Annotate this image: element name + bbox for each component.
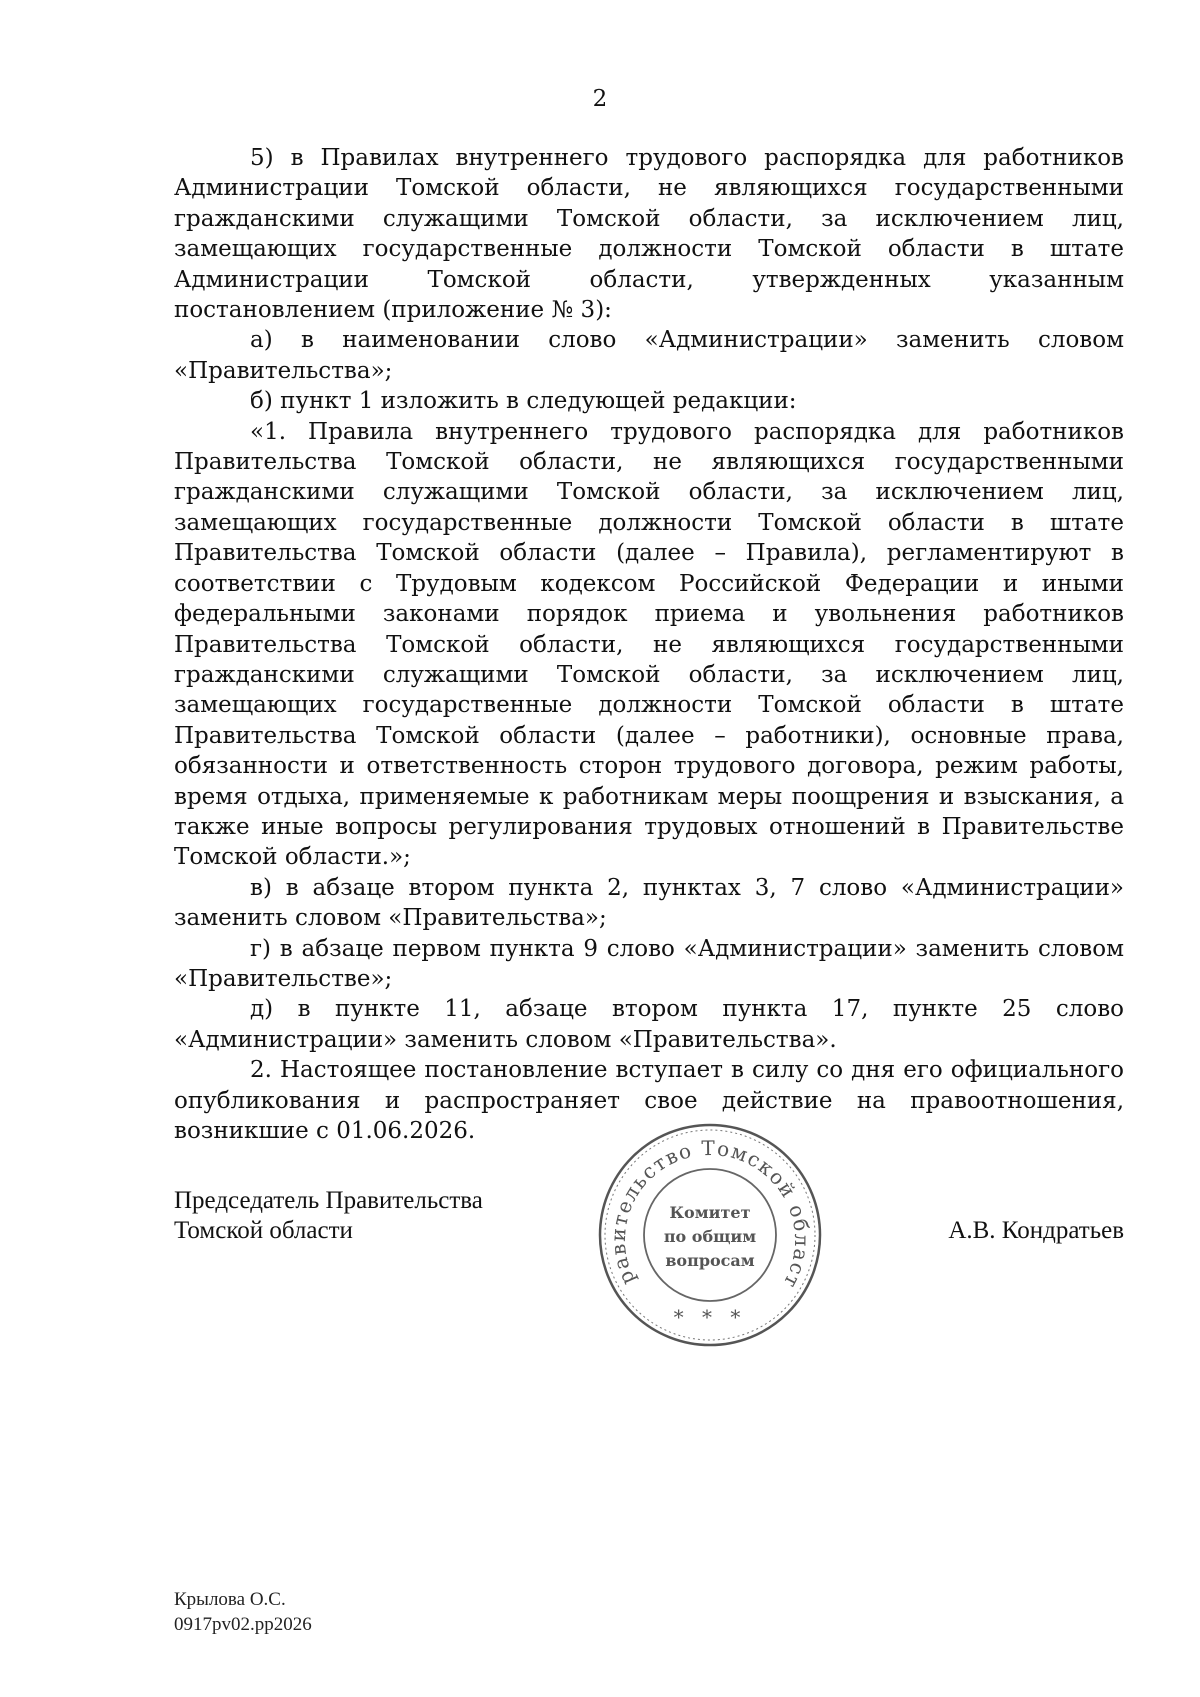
signer-name: А.В. Кондратьев — [948, 1217, 1124, 1244]
paragraph-item-5: 5) в Правилах внутреннего трудового распорядка для работников Администрации Томской области, не являющихся государственными гражданскими служащими Томской области, за исключением лиц, замещающих государственные должности Томской области в штате Администрации Томской области, утвержденных указанным постановлением (приложение № 3): — [174, 145, 1124, 324]
footer-doc-code: 0917pv02.pp2026 — [174, 1614, 312, 1635]
seal-graphic — [595, 1120, 825, 1350]
paragraph-subitem-d: д) в пункте 11, абзаце втором пункта 17, пункте 25 слово «Администрации» заменить словом «Правительства». — [174, 996, 1124, 1053]
signer-title-line-1: Председатель Правительства — [174, 1187, 483, 1214]
official-seal-stamp — [595, 1120, 825, 1350]
signer-title — [174, 1186, 483, 1246]
seal-stars: * * * — [673, 1305, 747, 1329]
seal-inner-line-2: по общим — [663, 1227, 757, 1246]
paragraph-subitem-g: г) в абзаце первом пункта 9 слово «Администрации» заменить словом «Правительстве»; — [174, 935, 1124, 992]
document-body — [174, 143, 1124, 1146]
paragraph-subitem-b: б) пункт 1 изложить в следующей редакции: — [250, 388, 797, 415]
seal-outer-text: равительство Томской област — [605, 1135, 815, 1294]
paragraph-subitem-a: а) в наименовании слово «Администрации» заменить словом «Правительства»; — [174, 327, 1124, 384]
document-footer — [174, 1587, 312, 1637]
seal-inner-line-1: Комитет — [669, 1203, 751, 1222]
paragraph-subitem-v: в) в абзаце втором пункта 2, пунктах 3, 7 слово «Администрации» заменить словом «Правительства»; — [174, 874, 1124, 932]
signer-title-line-2: Томской области — [174, 1217, 353, 1244]
footer-author: Крылова О.С. — [174, 1589, 286, 1610]
paragraph-quoted-rule-1: «1. Правила внутреннего трудового распорядка для работников Правительства Томской области, не являющихся государственными гражданскими служащими Томской области, за исключением лиц, замещающих государственные должности Томской области в штате Правительства Томской области (далее – Правила), регламентируют в соответствии с Трудовым кодексом Российской Федерации и иными федеральными законами порядок приема и увольнения работников Правительства Томской области, не являющихся государственными гражданскими служащими Томской области, за исключением лиц, замещающих государственные должности Томской области в штате Правительства Томской области (далее – работники), основные права, обязанности и ответственность сторон трудового договора, режим работы, время отдыха, применяемые к работникам меры поощрения и взыскания, а также иные вопросы регулирования трудовых отношений в Правительстве Томской области.»; — [174, 418, 1124, 871]
seal-inner-line-3: вопросам — [665, 1251, 755, 1270]
page-number: 2 — [592, 86, 608, 112]
paragraph-item-2-effective-date: 2. Настоящее постановление вступает в силу со дня его официального опубликования и распространяет свое действие на правоотношения, возникшие с 01.06.2026. — [174, 1057, 1124, 1144]
